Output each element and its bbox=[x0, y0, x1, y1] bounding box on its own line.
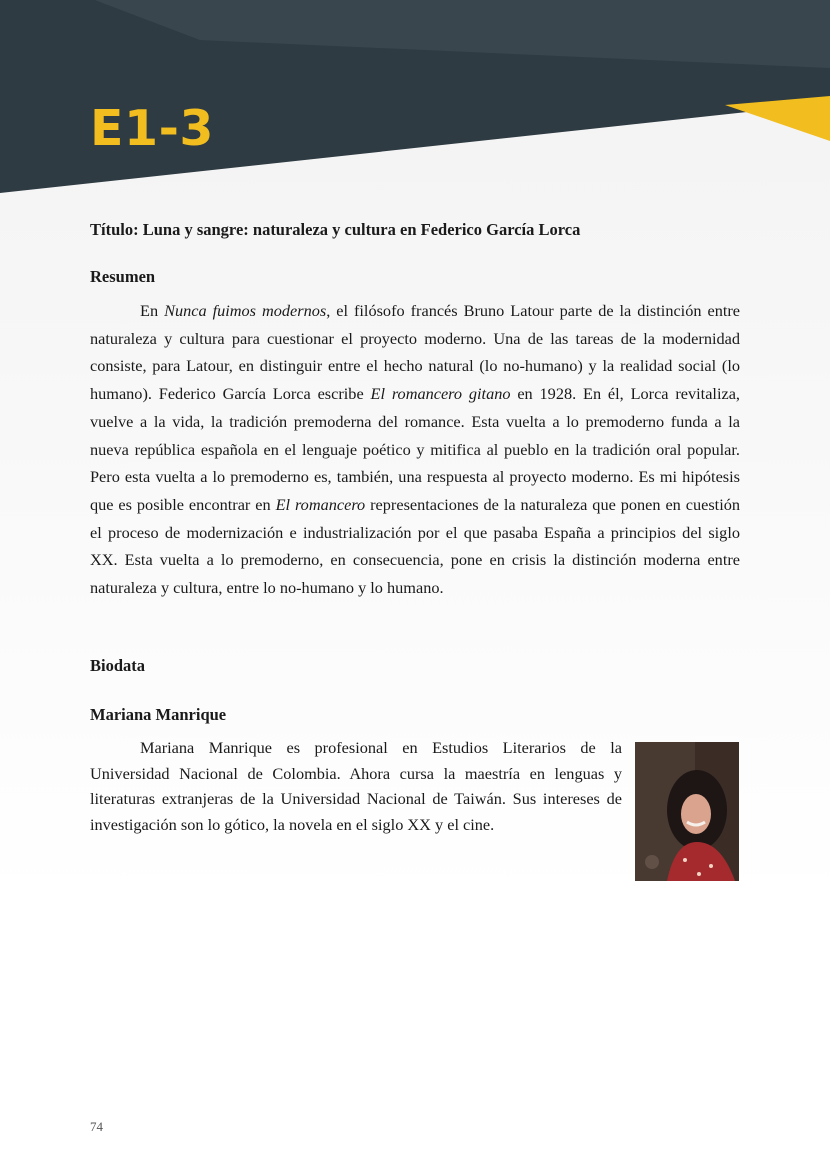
abstract-text-run: representaciones de la naturaleza que ponen en cuestión el proceso de modernización e industrialización por el que pasaba España a principios del siglo XX. Esta vuelta a lo premoderno, en consecuencia, pone en crisis la distinción moderna entre naturaleza y cultura, entre lo no-humano y lo humano. bbox=[90, 494, 740, 598]
author-bio: Mariana Manrique es profesional en Estudios Literarios de la Universidad Nacional de Colombia. Ahora cursa la maestría en lenguas y literaturas extranjeras de la Universidad Nacional de Taiwán. Sus intereses de investigación son lo gótico, la novela en el siglo XX y el cine. bbox=[90, 738, 622, 835]
abstract-italic-run: El romancero gitano bbox=[370, 384, 511, 404]
abstract-italic-run: Nunca fuimos modernos bbox=[164, 301, 327, 320]
biodata-heading: Biodata bbox=[90, 656, 146, 675]
abstract-body bbox=[90, 297, 740, 602]
author-name: Mariana Manrique bbox=[90, 705, 227, 724]
paper-title: Título: Luna y sangre: naturaleza y cultura en Federico García Lorca bbox=[90, 220, 581, 239]
abstract-text-run: , el filósofo francés Bruno Latour parte de la distinción entre naturaleza y cultura para cuestionar el proyecto moderno. Una de las tareas de la modernidad consiste, para Latour, en distinguir entre el hecho natural (lo no-humano) y la realidad social (lo humano). Federico García Lorca escribe bbox=[90, 301, 741, 404]
author-photo bbox=[635, 742, 739, 881]
abstract-italic-run: El romancero bbox=[275, 494, 366, 514]
abstract-text-run: en 1928. En él, Lorca revitaliza, vuelve a la vida, la tradición premoderna del romance. Esta vuelta a lo premoderno funda a la nueva república española en el lenguaje poético y mitifica al pueblo en la tradición oral popular. Pero esta vuelta a lo premoderno es, también, una respuesta al proyecto moderno. Es mi hipótesis que es posible encontrar en bbox=[90, 384, 740, 514]
page-number: 74 bbox=[90, 1119, 103, 1134]
abstract-text-run: En bbox=[140, 301, 165, 320]
abstract-heading: Resumen bbox=[90, 267, 156, 286]
chapter-code: E1-3 bbox=[90, 100, 214, 157]
